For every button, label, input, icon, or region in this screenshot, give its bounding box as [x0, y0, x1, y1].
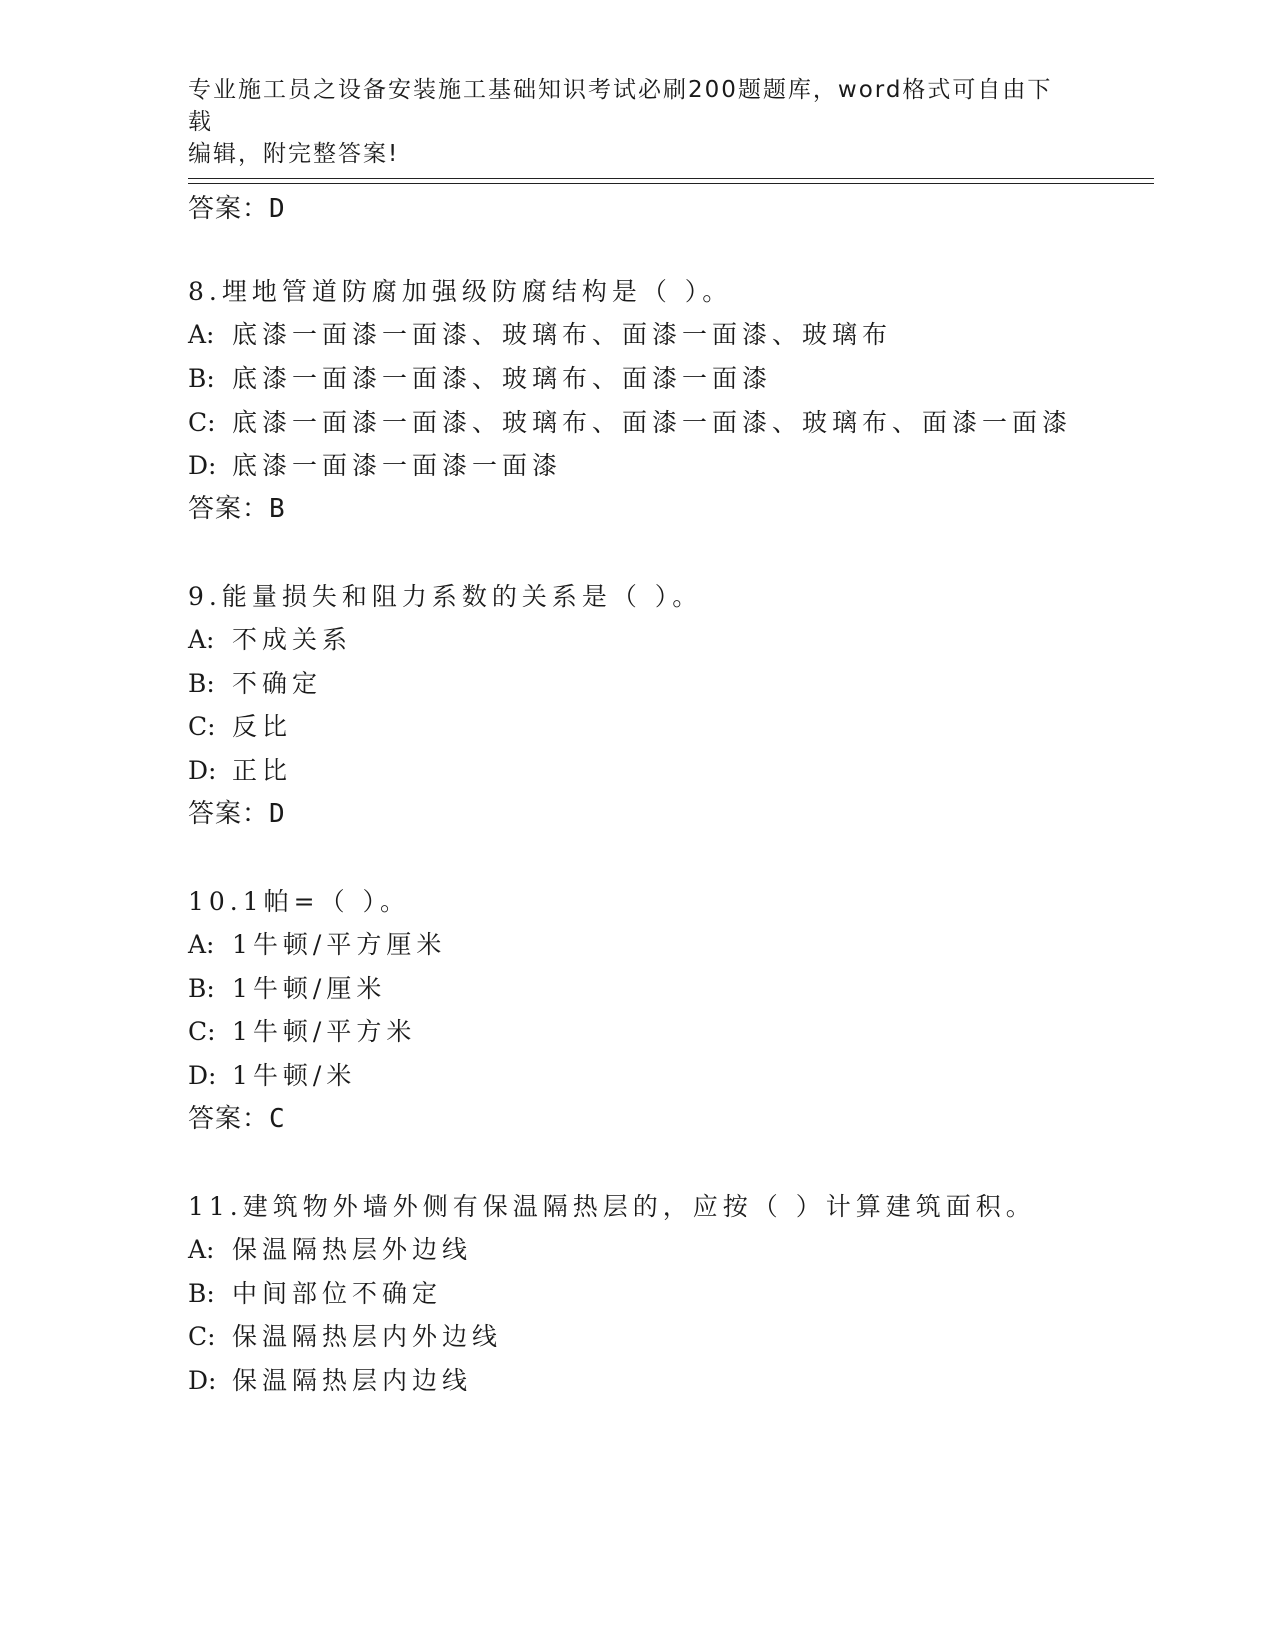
- answer-label: 答案：: [188, 799, 270, 829]
- answer-value: C: [269, 1104, 286, 1134]
- option-letter: B:: [188, 669, 215, 698]
- option-text: 保温隔热层外边线: [232, 1235, 473, 1264]
- answer-label: 答案：: [188, 494, 270, 524]
- question-10-option-c: [188, 1017, 416, 1047]
- answer-label: 答案：: [188, 1104, 270, 1134]
- option-text: 不确定: [232, 669, 323, 698]
- option-text: 中间部位不确定: [232, 1279, 443, 1308]
- answer-label: 答案：: [188, 194, 270, 224]
- answer-value: B: [269, 494, 286, 524]
- option-text: 底漆一面漆一面漆、玻璃布、面漆一面漆、玻璃布、面漆一面漆: [232, 408, 1073, 437]
- answer-value: D: [269, 799, 286, 829]
- question-9: 9.能量损失和阻力系数的关系是（ ）。: [188, 582, 703, 611]
- option-letter: B:: [188, 364, 215, 393]
- option-letter: C:: [188, 1322, 216, 1351]
- question-9-answer: [188, 799, 286, 829]
- question-8-option-d: [188, 451, 562, 481]
- page-header: [188, 74, 1068, 170]
- question-8-answer: [188, 494, 286, 524]
- option-letter: A:: [188, 1235, 215, 1264]
- option-text: 反比: [232, 712, 293, 741]
- option-letter: D:: [188, 1366, 217, 1395]
- answer-value: D: [269, 194, 286, 224]
- option-letter: C:: [188, 408, 216, 437]
- question-11-option-b: [188, 1279, 442, 1309]
- option-letter: D:: [188, 756, 217, 785]
- option-letter: B:: [188, 1279, 215, 1308]
- option-text: 1牛顿/厘米: [232, 974, 387, 1003]
- option-text: 底漆一面漆一面漆、玻璃布、面漆一面漆、玻璃布: [232, 320, 893, 349]
- question-9-option-c: [188, 712, 292, 742]
- question-10-option-b: [188, 974, 386, 1004]
- option-text: 1牛顿/平方厘米: [232, 930, 447, 959]
- option-text: 1牛顿/米: [232, 1061, 357, 1090]
- question-8-option-b: [188, 364, 772, 394]
- option-letter: A:: [188, 625, 215, 654]
- header-line-1: 专业施工员之设备安装施工基础知识考试必刷200题题库，word格式可自由下载: [188, 77, 1053, 135]
- option-text: 底漆一面漆一面漆一面漆: [232, 451, 563, 480]
- question-10: 10.1帕=（ ）。: [188, 887, 411, 916]
- option-text: 保温隔热层内外边线: [232, 1322, 503, 1351]
- option-letter: D:: [188, 1061, 217, 1090]
- question-11-option-d: [188, 1366, 472, 1396]
- option-letter: B:: [188, 974, 215, 1003]
- question-11-option-a: [188, 1235, 472, 1265]
- option-text: 正比: [232, 756, 293, 785]
- header-divider: [188, 178, 1154, 184]
- question-9-option-b: [188, 669, 322, 699]
- option-text: 不成关系: [232, 625, 353, 654]
- option-letter: A:: [188, 930, 215, 959]
- option-letter: C:: [188, 712, 216, 741]
- question-10-answer: [188, 1104, 286, 1134]
- answer-prev: [188, 194, 286, 224]
- question-8-option-c: [188, 408, 1072, 438]
- question-10-option-d: [188, 1061, 356, 1091]
- question-8-option-a: [188, 320, 892, 350]
- option-text: 底漆一面漆一面漆、玻璃布、面漆一面漆: [232, 364, 773, 393]
- question-10-option-a: [188, 930, 446, 960]
- question-9-option-d: [188, 756, 292, 786]
- option-text: 1牛顿/平方米: [232, 1017, 417, 1046]
- option-letter: A:: [188, 320, 215, 349]
- question-11: 11.建筑物外墙外侧有保温隔热层的，应按（ ）计算建筑面积。: [188, 1192, 1036, 1221]
- header-line-2: 编辑，附完整答案!: [188, 141, 400, 167]
- option-letter: D:: [188, 451, 217, 480]
- question-11-option-c: [188, 1322, 502, 1352]
- question-9-option-a: [188, 625, 352, 655]
- question-8: 8.埋地管道防腐加强级防腐结构是（ ）。: [188, 277, 733, 306]
- option-text: 保温隔热层内边线: [232, 1366, 473, 1395]
- option-letter: C:: [188, 1017, 216, 1046]
